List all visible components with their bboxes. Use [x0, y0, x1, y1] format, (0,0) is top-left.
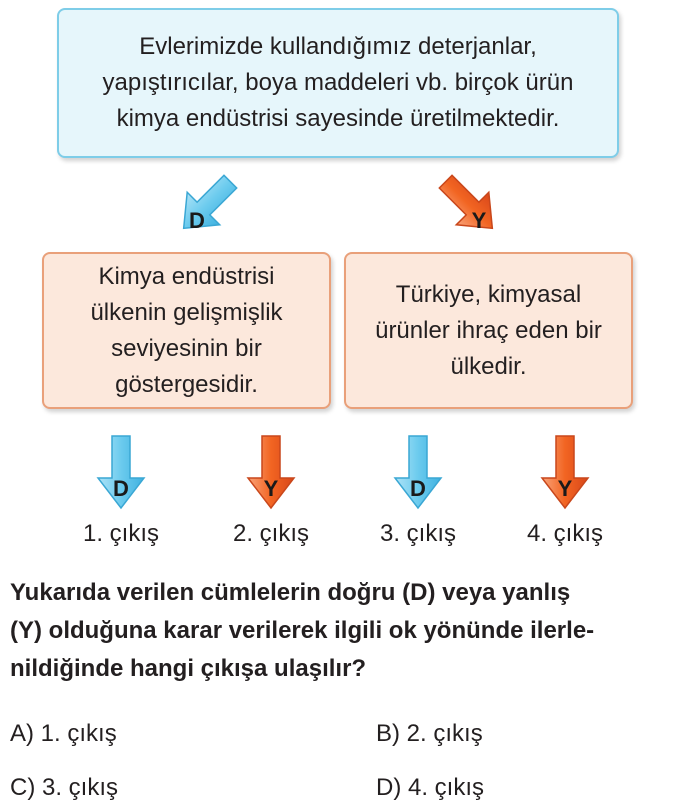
left-statement-line-3: seviyesinin bir [111, 334, 262, 362]
bottom-arrow-2-letter: Y [263, 476, 279, 501]
exit-3-label: 3. çıkış [379, 520, 457, 547]
left-statement-line-2: ülkenin gelişmişlik [90, 298, 283, 326]
question-text [10, 574, 666, 688]
down-blue-arrow-icon [96, 434, 146, 510]
top-statement-line-2: yapıştırıcılar, boya maddeleri vb. birçok ürün [102, 69, 574, 96]
bottom-arrow-1-letter: D [113, 476, 129, 501]
option-b[interactable]: B) 2. çıkış [376, 720, 483, 747]
top-statement-line-1: Evlerimizde kullandığımız deterjanlar, [139, 33, 537, 60]
question-line-2: (Y) olduğuna karar verilerek ilgili ok yönünde ilerle- [10, 617, 595, 644]
left-statement-box [42, 252, 331, 409]
exit-4-label: 4. çıkış [526, 520, 604, 547]
down-red-arrow-icon [246, 434, 296, 510]
top-statement-box [57, 8, 619, 158]
option-a[interactable]: A) 1. çıkış [10, 720, 117, 747]
question-line-1: Yukarıda verilen cümlelerin doğru (D) veya yanlış [10, 579, 571, 606]
question-line-3: nildiğinde hangi çıkışa ulaşılır? [10, 655, 367, 682]
top-statement-line-3: kimya endüstrisi sayesinde üretilmektedir. [116, 105, 560, 132]
top-right-arrow-letter: Y [471, 208, 487, 233]
bottom-arrow-4-letter: Y [557, 476, 573, 501]
down-red-arrow-icon [540, 434, 590, 510]
right-statement-box [344, 252, 633, 409]
right-statement-line-3: ülkedir. [450, 352, 527, 380]
top-left-arrow-letter: D [189, 208, 205, 233]
right-statement-line-1: Türkiye, kimyasal [395, 280, 582, 308]
down-blue-arrow-icon [393, 434, 443, 510]
bottom-arrow-3-letter: D [410, 476, 426, 501]
left-statement-line-4: göstergesidir. [115, 370, 258, 398]
right-statement-line-2: ürünler ihraç eden bir [375, 316, 602, 344]
left-statement-line-1: Kimya endüstrisi [98, 262, 275, 290]
option-c[interactable]: C) 3. çıkış [10, 774, 119, 801]
exit-2-label: 2. çıkış [232, 520, 310, 547]
exit-1-label: 1. çıkış [82, 520, 160, 547]
diagonal-blue-arrow-icon [172, 170, 242, 240]
option-d[interactable]: D) 4. çıkış [376, 774, 485, 801]
diagonal-red-arrow-icon [434, 170, 504, 240]
